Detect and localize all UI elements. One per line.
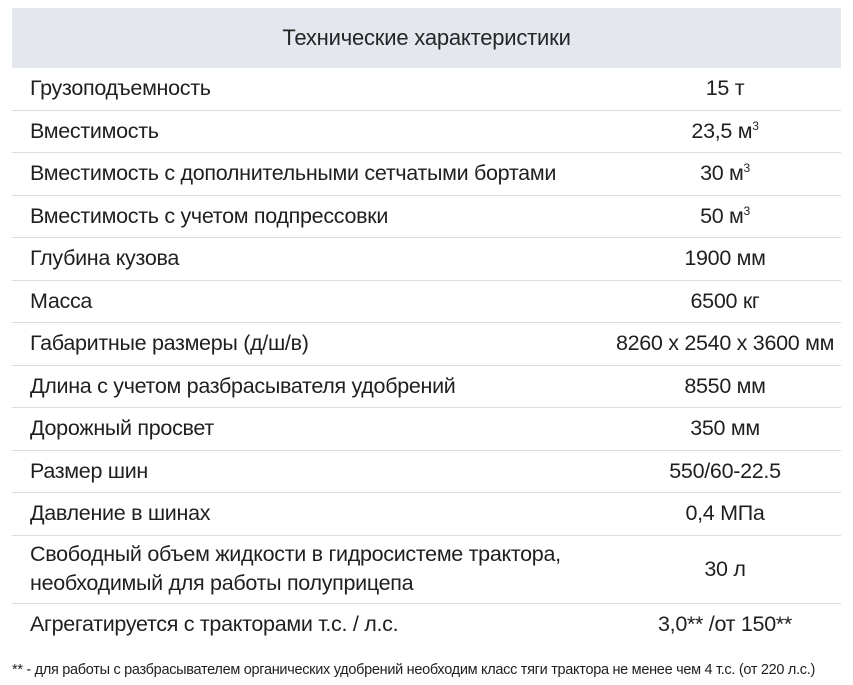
row-parameter: Габаритные размеры (д/ш/в) [30, 331, 309, 356]
row-parameter: Грузоподъемность [30, 76, 211, 101]
table-row [12, 68, 841, 111]
unit-superscript: 3 [752, 118, 759, 133]
row-value: 0,4 МПа [685, 501, 765, 526]
row-parameter: Вместимость с дополнительными сетчатыми бортами [30, 161, 557, 186]
table-row [12, 196, 841, 239]
table-row [12, 408, 841, 451]
row-parameter: Вместимость [30, 118, 159, 143]
row-value: 30 л [704, 556, 746, 581]
row-value: 3,0** /от 150** [658, 611, 792, 636]
row-parameter: Давление в шинах [30, 501, 211, 526]
table-row [12, 366, 841, 409]
row-value: 6500 кг [690, 288, 760, 313]
unit-superscript: 3 [743, 203, 750, 218]
row-parameter: Глубина кузова [30, 246, 180, 271]
row-value: 8260 х 2540 х 3600 мм [615, 331, 835, 356]
row-parameter: Размер шин [30, 458, 149, 483]
footnote: ** - для работы с разбрасывателем органических удобрений необходим класс тяги трактора не менее чем 4 т.с. (от 220 л.с.) [12, 662, 816, 678]
table-row [12, 111, 841, 154]
row-value: 23,5 $м^3$ [691, 118, 759, 143]
table-header: Технические характеристики [12, 8, 841, 68]
row-value: 30 $м^3$ [700, 161, 750, 186]
table-row [12, 536, 841, 604]
row-value: 8550 мм [684, 373, 766, 398]
unit-superscript: 3 [743, 161, 750, 176]
row-parameter: Длина с учетом разбрасывателя удобрений [30, 373, 456, 398]
row-parameter-line: Свободный объем жидкости в гидросистеме трактора, [30, 542, 561, 566]
row-value: 550/60-22.5 [669, 458, 781, 483]
row-parameter: Вместимость с учетом подпрессовки [30, 203, 389, 228]
table-row [12, 323, 841, 366]
row-value: 15 т [705, 76, 745, 101]
table-row [12, 493, 841, 536]
table-row [12, 281, 841, 324]
row-parameter: Дорожный просвет [30, 416, 214, 441]
spec-table [12, 8, 841, 645]
row-parameter: Масса [30, 288, 93, 313]
table-row [12, 238, 841, 281]
row-value: 1900 мм [684, 246, 766, 271]
table-row [12, 604, 841, 645]
row-value: 50 $м^3$ [700, 203, 750, 228]
row-value: 350 мм [690, 416, 760, 441]
row-parameter: Агрегатируется с тракторами т.с. / л.с. [30, 611, 399, 636]
table-row [12, 153, 841, 196]
row-parameter [12, 540, 609, 598]
row-parameter-line: необходимый для работы полуприцепа [30, 571, 414, 595]
table-row [12, 451, 841, 494]
